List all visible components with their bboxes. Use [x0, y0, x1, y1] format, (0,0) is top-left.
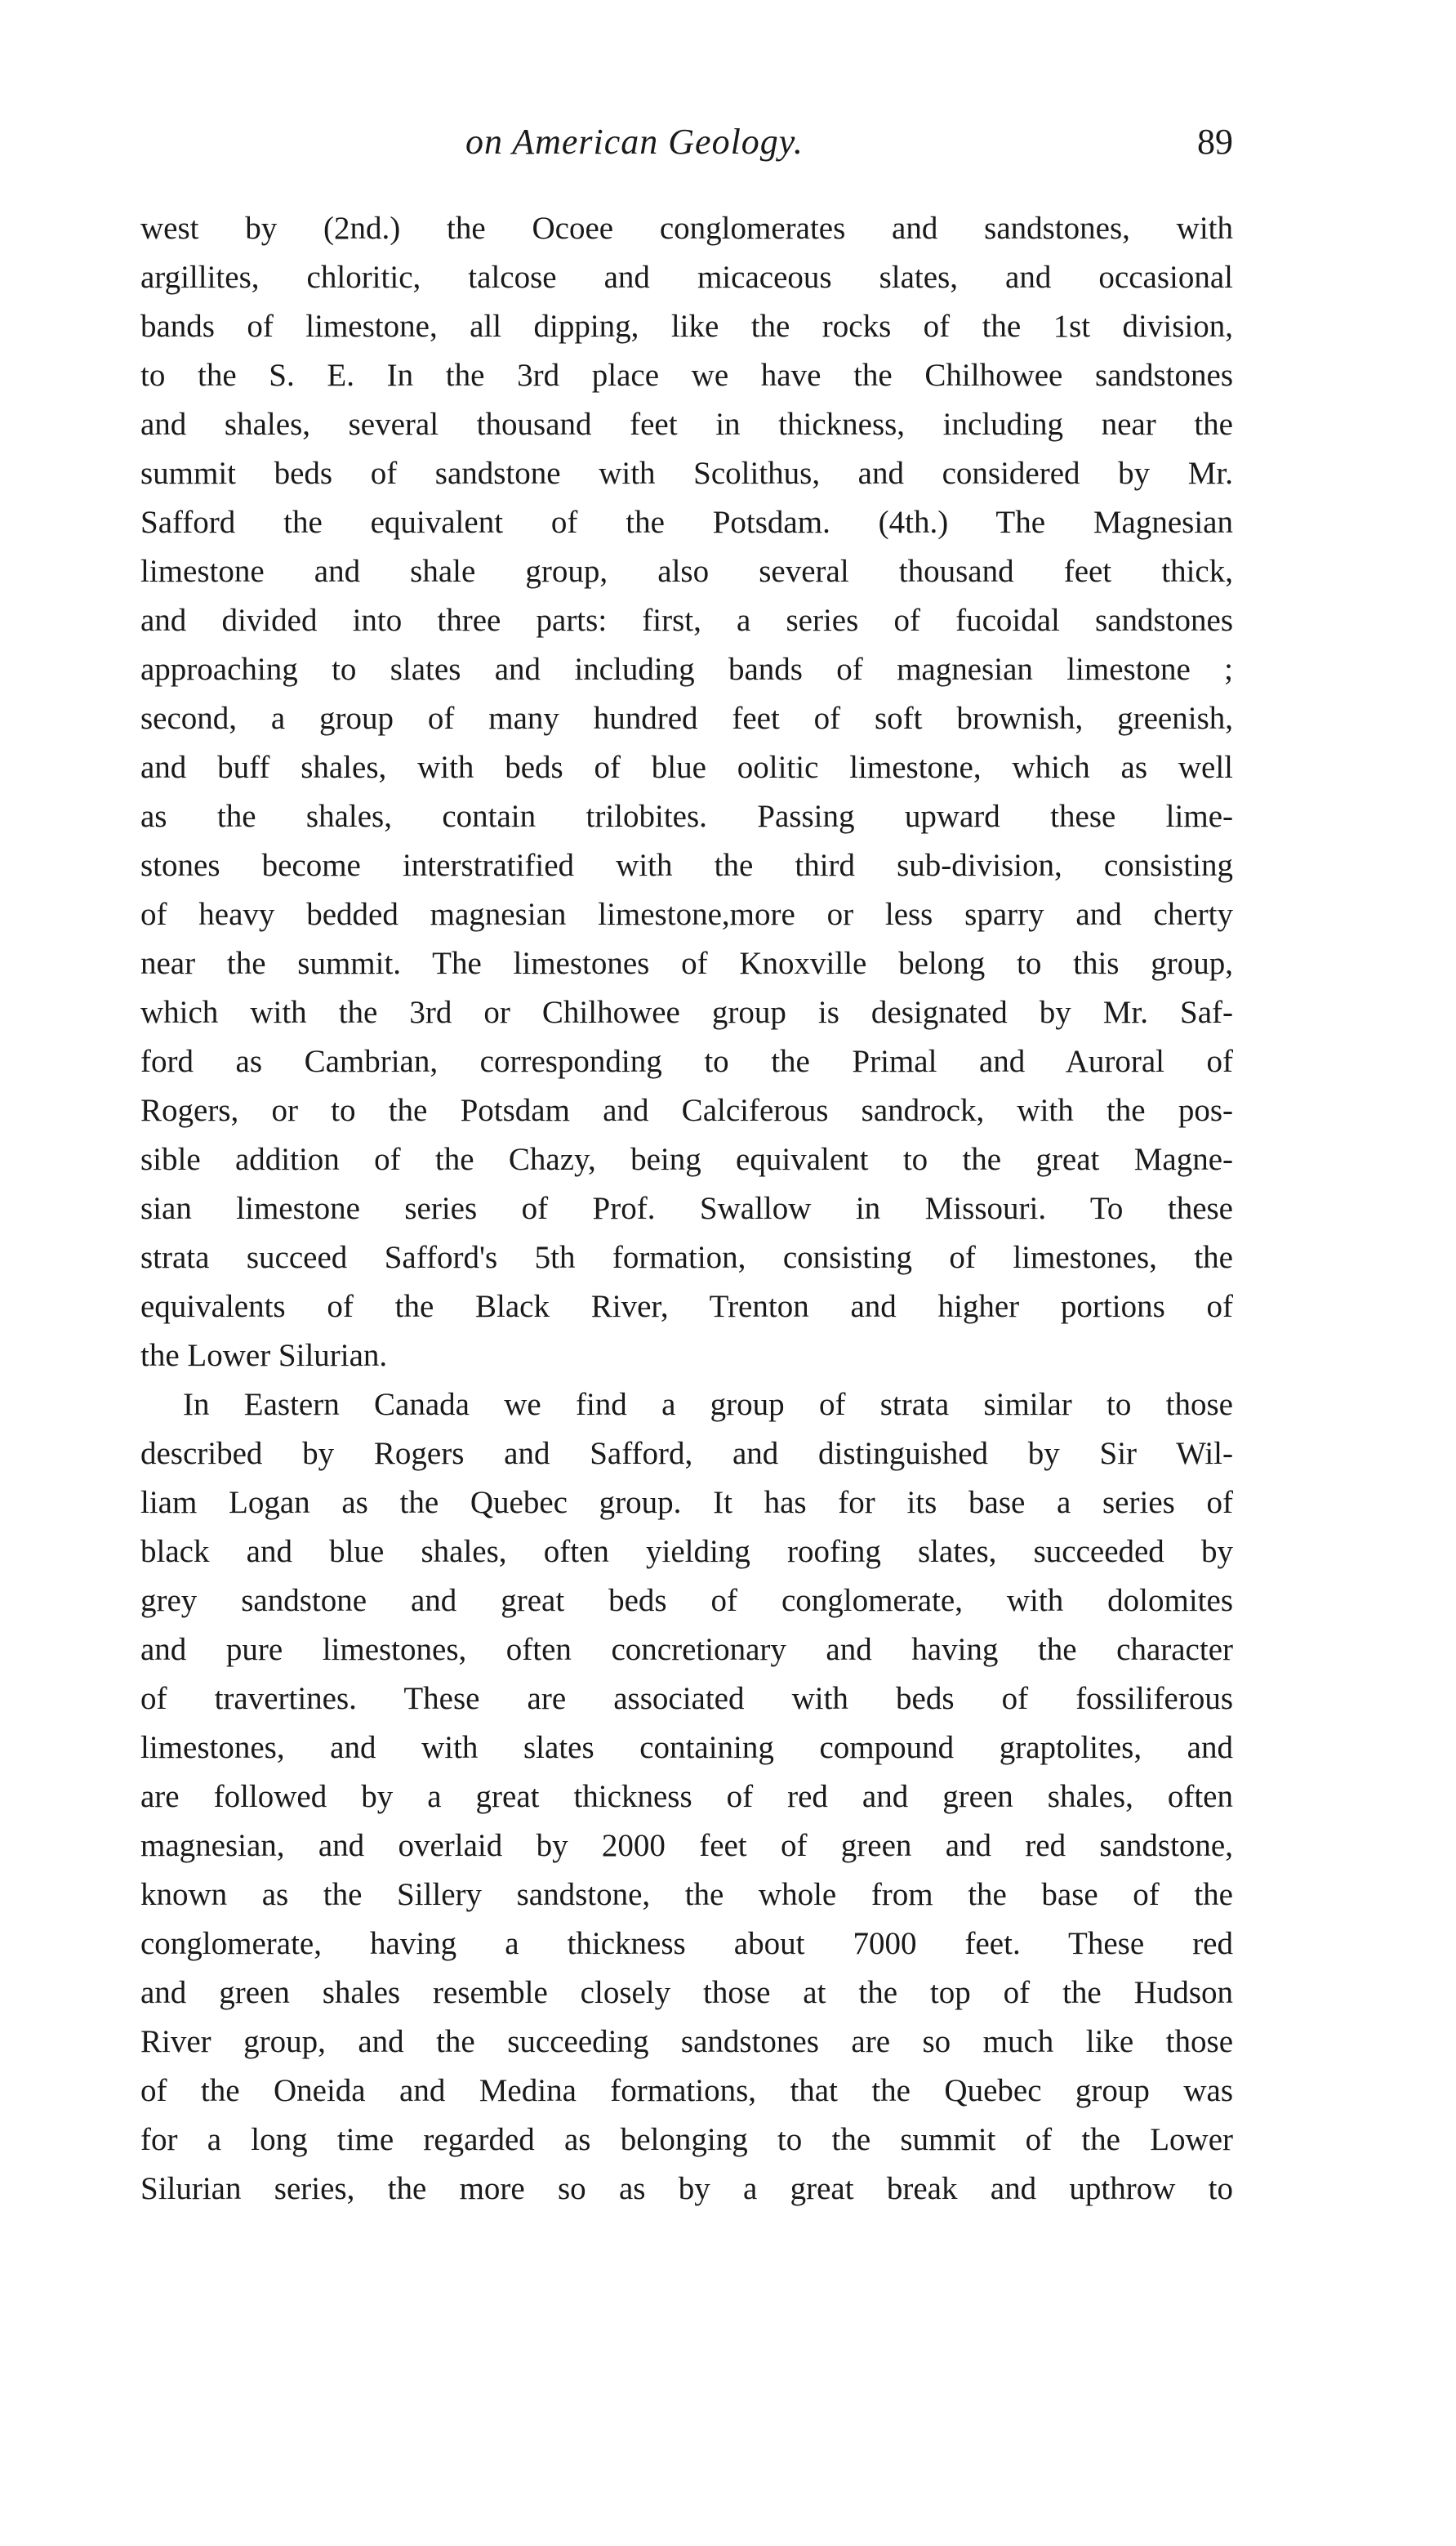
text-line: and pure limestones, often concretionary and having the character	[140, 1632, 1233, 1667]
text-line: of the Oneida and Medina formations, that the Quebec group was	[140, 2073, 1233, 2108]
page-number: 89	[1197, 122, 1233, 162]
text-line: the Lower Silurian.	[140, 1338, 388, 1373]
text-line: strata succeed Safford's 5th formation, consisting of limestones, the	[140, 1240, 1233, 1275]
text-line: known as the Sillery sandstone, the whole from the base of the	[140, 1877, 1233, 1912]
text-line: described by Rogers and Safford, and distinguished by Sir Wil-	[140, 1436, 1233, 1471]
running-title: on American Geology.	[465, 122, 804, 162]
text-line: near the summit. The limestones of Knoxville belong to this group,	[140, 946, 1233, 981]
text-line: black and blue shales, often yielding roofing slates, succeeded by	[140, 1534, 1233, 1569]
text-line: and green shales resemble closely those at the top of the Hudson	[140, 1975, 1233, 2010]
paragraph-2	[140, 1380, 1233, 2214]
text-line: approaching to slates and including bands of magnesian limestone ;	[140, 652, 1233, 687]
text-line: conglomerate, having a thickness about 7000 feet. These red	[140, 1926, 1233, 1961]
text-line: which with the 3rd or Chilhowee group is designated by Mr. Saf-	[140, 995, 1233, 1030]
text-line: sible addition of the Chazy, being equivalent to the great Magne-	[140, 1142, 1233, 1177]
text-line: ford as Cambrian, corresponding to the Primal and Auroral of	[140, 1044, 1233, 1079]
text-line: Rogers, or to the Potsdam and Calciferous sandrock, with the pos-	[140, 1093, 1233, 1128]
body-text	[140, 204, 1233, 2214]
text-line: of heavy bedded magnesian limestone,more or less sparry and cherty	[140, 897, 1233, 932]
text-line: River group, and the succeeding sandstones are so much like those	[140, 2024, 1233, 2059]
text-line: bands of limestone, all dipping, like the rocks of the 1st division,	[140, 309, 1233, 344]
running-head	[139, 121, 1233, 170]
text-line: Safford the equivalent of the Potsdam. (4th.) The Magnesian	[140, 505, 1233, 540]
text-line: are followed by a great thickness of red and green shales, often	[140, 1779, 1233, 1814]
text-line: In Eastern Canada we find a group of strata similar to those	[183, 1387, 1233, 1422]
text-line: liam Logan as the Quebec group. It has for its base a series of	[140, 1485, 1233, 1520]
text-line: to the S. E. In the 3rd place we have the Chilhowee sandstones	[140, 358, 1233, 393]
text-line: and buff shales, with beds of blue oolitic limestone, which as well	[140, 750, 1233, 785]
text-line: as the shales, contain trilobites. Passing upward these lime-	[140, 799, 1233, 834]
text-line: for a long time regarded as belonging to the summit of the Lower	[140, 2122, 1233, 2157]
text-line: stones become interstratified with the third sub-division, consisting	[140, 848, 1233, 883]
text-line: second, a group of many hundred feet of soft brownish, greenish,	[140, 701, 1233, 736]
text-line: of travertines. These are associated with beds of fossiliferous	[140, 1681, 1233, 1716]
text-line: limestones, and with slates containing compound graptolites, and	[140, 1730, 1233, 1765]
text-line: equivalents of the Black River, Trenton and higher portions of	[140, 1289, 1233, 1324]
text-line: and shales, several thousand feet in thickness, including near the	[140, 407, 1233, 442]
text-line: magnesian, and overlaid by 2000 feet of green and red sandstone,	[140, 1828, 1233, 1863]
paragraph-1	[140, 204, 1233, 1380]
text-line: sian limestone series of Prof. Swallow in Missouri. To these	[140, 1191, 1233, 1226]
text-line: summit beds of sandstone with Scolithus, and considered by Mr.	[140, 456, 1233, 491]
text-line: limestone and shale group, also several thousand feet thick,	[140, 554, 1233, 589]
text-line: west by (2nd.) the Ocoee conglomerates and sandstones, with	[140, 211, 1233, 246]
text-line: Silurian series, the more so as by a great break and upthrow to	[140, 2171, 1233, 2206]
text-line: argillites, chloritic, talcose and micaceous slates, and occasional	[140, 260, 1233, 295]
text-line: and divided into three parts: first, a series of fucoidal sandstones	[140, 603, 1233, 638]
text-line: grey sandstone and great beds of conglomerate, with dolomites	[140, 1583, 1233, 1618]
